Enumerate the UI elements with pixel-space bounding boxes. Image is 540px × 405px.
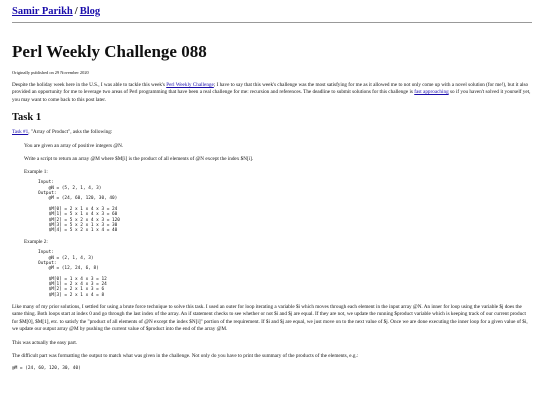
output-code-snippet: @M = (24, 60, 120, 30, 40) xyxy=(12,365,81,371)
difficult-part-paragraph: The difficult part was formatting the output to match what was given in the challenge. Not only do you have to print the summary of the products of the elements, e.g.: xyxy=(12,353,359,360)
publish-date: Originally published on 29 November 2020 xyxy=(12,70,89,75)
fast-approaching-link[interactable]: fast approaching xyxy=(414,89,449,96)
example1-code: Input: @N = (5, 2, 1, 4, 3) Output: @M = (24, 60, 120, 30, 40) $M[0] = 2 x 1 x 4 x 3 = 24 $M[1] = 5 x 1 x 4 x 3 = 60 $M[2] = 5 x 2 x 4 x 3 = 120 $M[3] = 5 x 2 x 1 x 3 = 30 $M[4] = 5 x 2 x 1 x 4 = 40 xyxy=(38,180,120,234)
task1-heading: Task 1 xyxy=(12,112,42,124)
header-divider xyxy=(12,22,532,23)
intro-text-1: Despite the holiday week here in the U.S., I was able to tackle this week's xyxy=(12,82,167,88)
intro-text-2: ; I have to say that this week's challenge was the most satisfying for me as it allowed me to not only come up with a novel solution (for me!), but it also provided an opportunity for me to leverage two areas of Perl programming that have been a real challenge for me: recursion and references. The deadline to submit solutions for this challenge is xyxy=(12,82,529,96)
breadcrumb-separator: / xyxy=(74,6,78,17)
site-header xyxy=(12,5,532,19)
post-title: Perl Weekly Challenge 088 xyxy=(12,42,207,61)
task-quote-1: You are given an array of positive integers @N. xyxy=(24,142,124,149)
example2-label: Example 2: xyxy=(24,239,48,246)
intro-text-3: so if you haven't solved it yourself yet, you may want to come back to this post later. xyxy=(12,89,531,103)
task1-reference xyxy=(12,129,532,136)
task1-reference-text: , "Array of Product", asks the following: xyxy=(28,129,113,136)
author-home-link[interactable]: Samir Parikh xyxy=(12,6,73,17)
example2-code: Input: @N = (2, 1, 4, 3) Output: @M = (12, 24, 6, 8) $M[0] = 1 x 4 x 3 = 12 $M[1] = 2 x 4 x 3 = 24 $M[2] = 2 x 1 x 3 = 6 $M[3] = 2 x 1 x 4 = 8 xyxy=(38,250,107,298)
intro-paragraph xyxy=(12,82,532,104)
blog-link[interactable]: Blog xyxy=(79,6,101,17)
example1-label: Example 1: xyxy=(24,169,48,176)
easy-part-paragraph: This was actually the easy part. xyxy=(12,339,78,346)
perl-weekly-challenge-link[interactable]: Perl Weekly Challenge xyxy=(166,82,214,88)
solution-paragraph: Like many of my prior solutions, I settled for using a brute force technique to solve this task. I used an outer for loop iterating a variable $i which moves through each element in the input array @N. An inner for loop using the variable $j does the same thing. Both loops start at index 0 and go through the last index of the array. An if statement checks to see whether or not $i and $j are equal. If they are not, we update the running $product variable which is keeping track of our current product for $M[0], $M[1], etc. to satisfy the "product of all elements of @N except the index $N[i]" portion of the requirement. If $i and $j are equal, we just move on to the next value of $j. Once we are done executing the inner loop for a given value of $i, we update our output array @M by pushing the current value of $product into the end of the array @M. xyxy=(12,304,528,333)
task1-link[interactable]: Task #1 xyxy=(12,129,29,136)
page xyxy=(12,0,532,371)
task-quote-2: Write a script to return an array @M where $M[i] is the product of all elements of @N except the index $N[i]. xyxy=(24,156,254,163)
